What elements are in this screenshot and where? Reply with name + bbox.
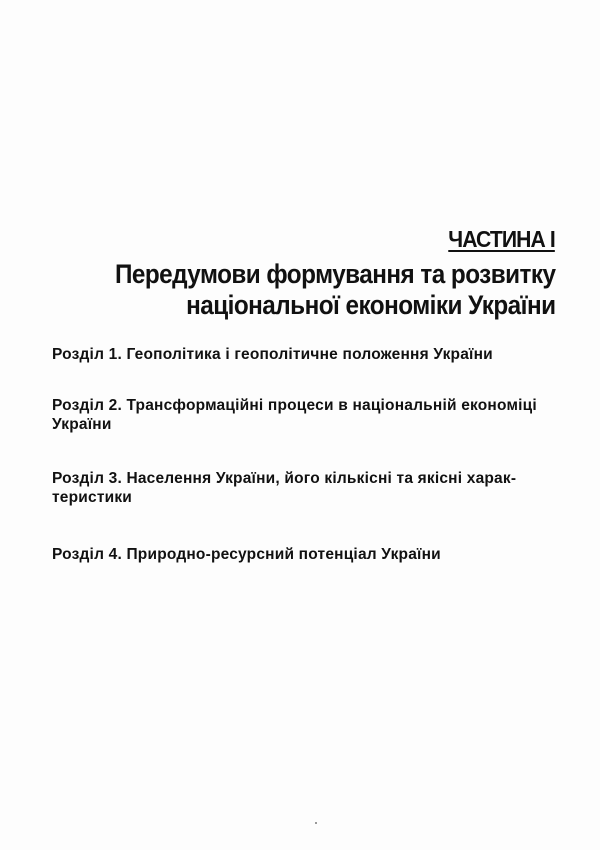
part-title xyxy=(114,259,555,321)
section-2 xyxy=(52,396,537,434)
section-4 xyxy=(52,545,441,564)
section-line: Розділ 4. Природно-ресурсний потенціал України xyxy=(52,546,441,563)
part-title-line: Передумови формування та розвитку xyxy=(114,259,555,289)
section-3 xyxy=(52,469,516,507)
section-1 xyxy=(52,345,493,364)
part-title-line: національної економіки України xyxy=(185,290,555,320)
section-line: Розділ 2. Трансформаційні процеси в національній економіці xyxy=(52,397,537,414)
section-line: теристики xyxy=(52,489,133,506)
section-line: Розділ 3. Населення України, його кількісні та якісні харак- xyxy=(52,470,517,487)
part-heading: ЧАСТИНА І xyxy=(448,226,555,252)
section-line: України xyxy=(52,416,112,433)
section-line: Розділ 1. Геополітика і геополітичне положення України xyxy=(52,346,493,363)
scan-speck xyxy=(315,822,317,824)
